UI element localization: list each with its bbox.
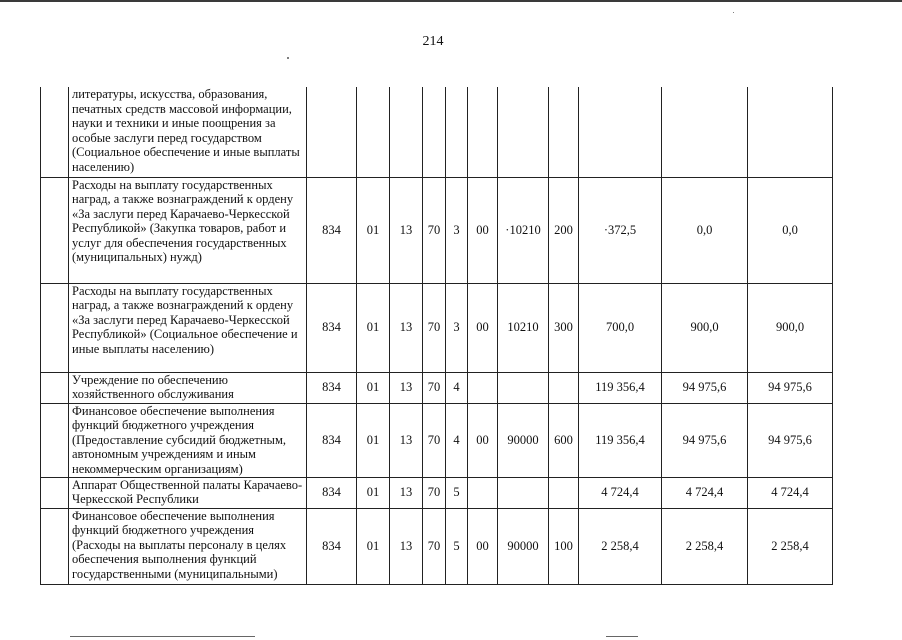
direction-code-cell: 10210 — [498, 283, 549, 372]
direction-code-cell — [498, 87, 549, 177]
amount-year1-cell — [579, 87, 662, 177]
scan-speck — [733, 12, 734, 13]
table-row — [41, 477, 833, 508]
subprogram-code-cell: 3 — [446, 283, 468, 372]
admin-code-cell: 834 — [307, 177, 357, 283]
amount-year1-cell: ·372,5 — [579, 177, 662, 283]
program-code-cell — [423, 87, 446, 177]
subsection-code-cell: 13 — [390, 177, 423, 283]
program-code-cell: 70 — [423, 477, 446, 508]
expense-type-cell: 600 — [549, 403, 579, 477]
program-code-cell: 70 — [423, 177, 446, 283]
subsection-code-cell: 13 — [390, 508, 423, 584]
main-activity-code-cell: 00 — [468, 283, 498, 372]
amount-year2-cell: 900,0 — [662, 283, 748, 372]
amount-year1-cell: 2 258,4 — [579, 508, 662, 584]
amount-year3-cell: 4 724,4 — [748, 477, 833, 508]
expense-type-cell — [549, 372, 579, 403]
program-code-cell: 70 — [423, 403, 446, 477]
amount-year2-cell: 94 975,6 — [662, 403, 748, 477]
subprogram-code-cell — [446, 87, 468, 177]
row-name-cell: Расходы на выплату государственных наград, а также вознаграждений к ордену «За заслуги перед Карачаево-Черкесской Республикой» (Закупка товаров, работ и услуг для обеспечения государственных (муниципальных) нужд) — [69, 177, 307, 283]
section-code-cell: 01 — [357, 477, 390, 508]
amount-year3-cell: 2 258,4 — [748, 508, 833, 584]
expense-type-cell — [549, 477, 579, 508]
direction-code-cell: 90000 — [498, 403, 549, 477]
budget-table — [40, 87, 833, 585]
amount-year1-cell: 119 356,4 — [579, 403, 662, 477]
amount-year2-cell: 2 258,4 — [662, 508, 748, 584]
row-margin-cell — [41, 87, 69, 177]
row-name-cell: Финансовое обеспечение выполнения функций бюджетного учреждения (Предоставление субсидий бюджетным, автономным учреждениям и иным некоммерческим организациям) — [69, 403, 307, 477]
table-row — [41, 177, 833, 283]
main-activity-code-cell — [468, 477, 498, 508]
program-code-cell: 70 — [423, 372, 446, 403]
direction-code-cell — [498, 477, 549, 508]
table-row — [41, 508, 833, 584]
scan-speck — [287, 57, 289, 59]
amount-year2-cell — [662, 87, 748, 177]
main-activity-code-cell — [468, 372, 498, 403]
amount-year1-cell: 700,0 — [579, 283, 662, 372]
row-name-cell: Расходы на выплату государственных наград, а также вознаграждений к ордену «За заслуги перед Карачаево-Черкесской Республикой» (Социальное обеспечение и иные выплаты населению) — [69, 283, 307, 372]
page-top-edge — [0, 0, 902, 2]
admin-code-cell: 834 — [307, 403, 357, 477]
main-activity-code-cell — [468, 87, 498, 177]
section-code-cell: 01 — [357, 283, 390, 372]
subsection-code-cell: 13 — [390, 372, 423, 403]
amount-year2-cell: 0,0 — [662, 177, 748, 283]
amount-year3-cell — [748, 87, 833, 177]
subprogram-code-cell: 5 — [446, 477, 468, 508]
amount-year1-cell: 119 356,4 — [579, 372, 662, 403]
admin-code-cell: 834 — [307, 372, 357, 403]
row-margin-cell — [41, 477, 69, 508]
admin-code-cell: 834 — [307, 477, 357, 508]
amount-year3-cell: 94 975,6 — [748, 403, 833, 477]
row-margin-cell — [41, 403, 69, 477]
program-code-cell: 70 — [423, 283, 446, 372]
main-activity-code-cell: 00 — [468, 177, 498, 283]
subprogram-code-cell: 4 — [446, 372, 468, 403]
table-row — [41, 403, 833, 477]
row-name-cell: Финансовое обеспечение выполнения функций бюджетного учреждения (Расходы на выплаты персоналу в целях обеспечения выполнения функций государственными (муниципальными) — [69, 508, 307, 584]
subprogram-code-cell: 3 — [446, 177, 468, 283]
subsection-code-cell: 13 — [390, 283, 423, 372]
section-code-cell: 01 — [357, 508, 390, 584]
table-row — [41, 372, 833, 403]
main-activity-code-cell: 00 — [468, 403, 498, 477]
page-number: 214 — [422, 34, 444, 49]
admin-code-cell: 834 — [307, 508, 357, 584]
expense-type-cell: 300 — [549, 283, 579, 372]
table-row — [41, 283, 833, 372]
direction-code-cell — [498, 372, 549, 403]
row-name-cell: литературы, искусства, образования, печатных средств массовой информации, науки и техники и иные поощрения за особые заслуги перед государством (Социальное обеспечение и иные выплаты населению) — [69, 87, 307, 177]
expense-type-cell — [549, 87, 579, 177]
subsection-code-cell: 13 — [390, 477, 423, 508]
direction-code-cell: 90000 — [498, 508, 549, 584]
section-code-cell: 01 — [357, 372, 390, 403]
direction-code-cell: ·10210 — [498, 177, 549, 283]
admin-code-cell: 834 — [307, 283, 357, 372]
amount-year2-cell: 4 724,4 — [662, 477, 748, 508]
subprogram-code-cell: 5 — [446, 508, 468, 584]
main-activity-code-cell: 00 — [468, 508, 498, 584]
amount-year1-cell: 4 724,4 — [579, 477, 662, 508]
expense-type-cell: 200 — [549, 177, 579, 283]
row-name-cell: Учреждение по обеспечению хозяйственного обслуживания — [69, 372, 307, 403]
row-name-cell: Аппарат Общественной палаты Карачаево-Черкесской Республики — [69, 477, 307, 508]
amount-year3-cell: 900,0 — [748, 283, 833, 372]
bottom-rule-right — [606, 636, 638, 637]
bottom-rule-left — [70, 636, 255, 637]
amount-year3-cell: 94 975,6 — [748, 372, 833, 403]
amount-year2-cell: 94 975,6 — [662, 372, 748, 403]
section-code-cell — [357, 87, 390, 177]
section-code-cell: 01 — [357, 403, 390, 477]
table-row — [41, 87, 833, 177]
row-margin-cell — [41, 372, 69, 403]
row-margin-cell — [41, 177, 69, 283]
section-code-cell: 01 — [357, 177, 390, 283]
subprogram-code-cell: 4 — [446, 403, 468, 477]
expense-type-cell: 100 — [549, 508, 579, 584]
amount-year3-cell: 0,0 — [748, 177, 833, 283]
subsection-code-cell — [390, 87, 423, 177]
row-margin-cell — [41, 283, 69, 372]
program-code-cell: 70 — [423, 508, 446, 584]
row-margin-cell — [41, 508, 69, 584]
admin-code-cell — [307, 87, 357, 177]
subsection-code-cell: 13 — [390, 403, 423, 477]
